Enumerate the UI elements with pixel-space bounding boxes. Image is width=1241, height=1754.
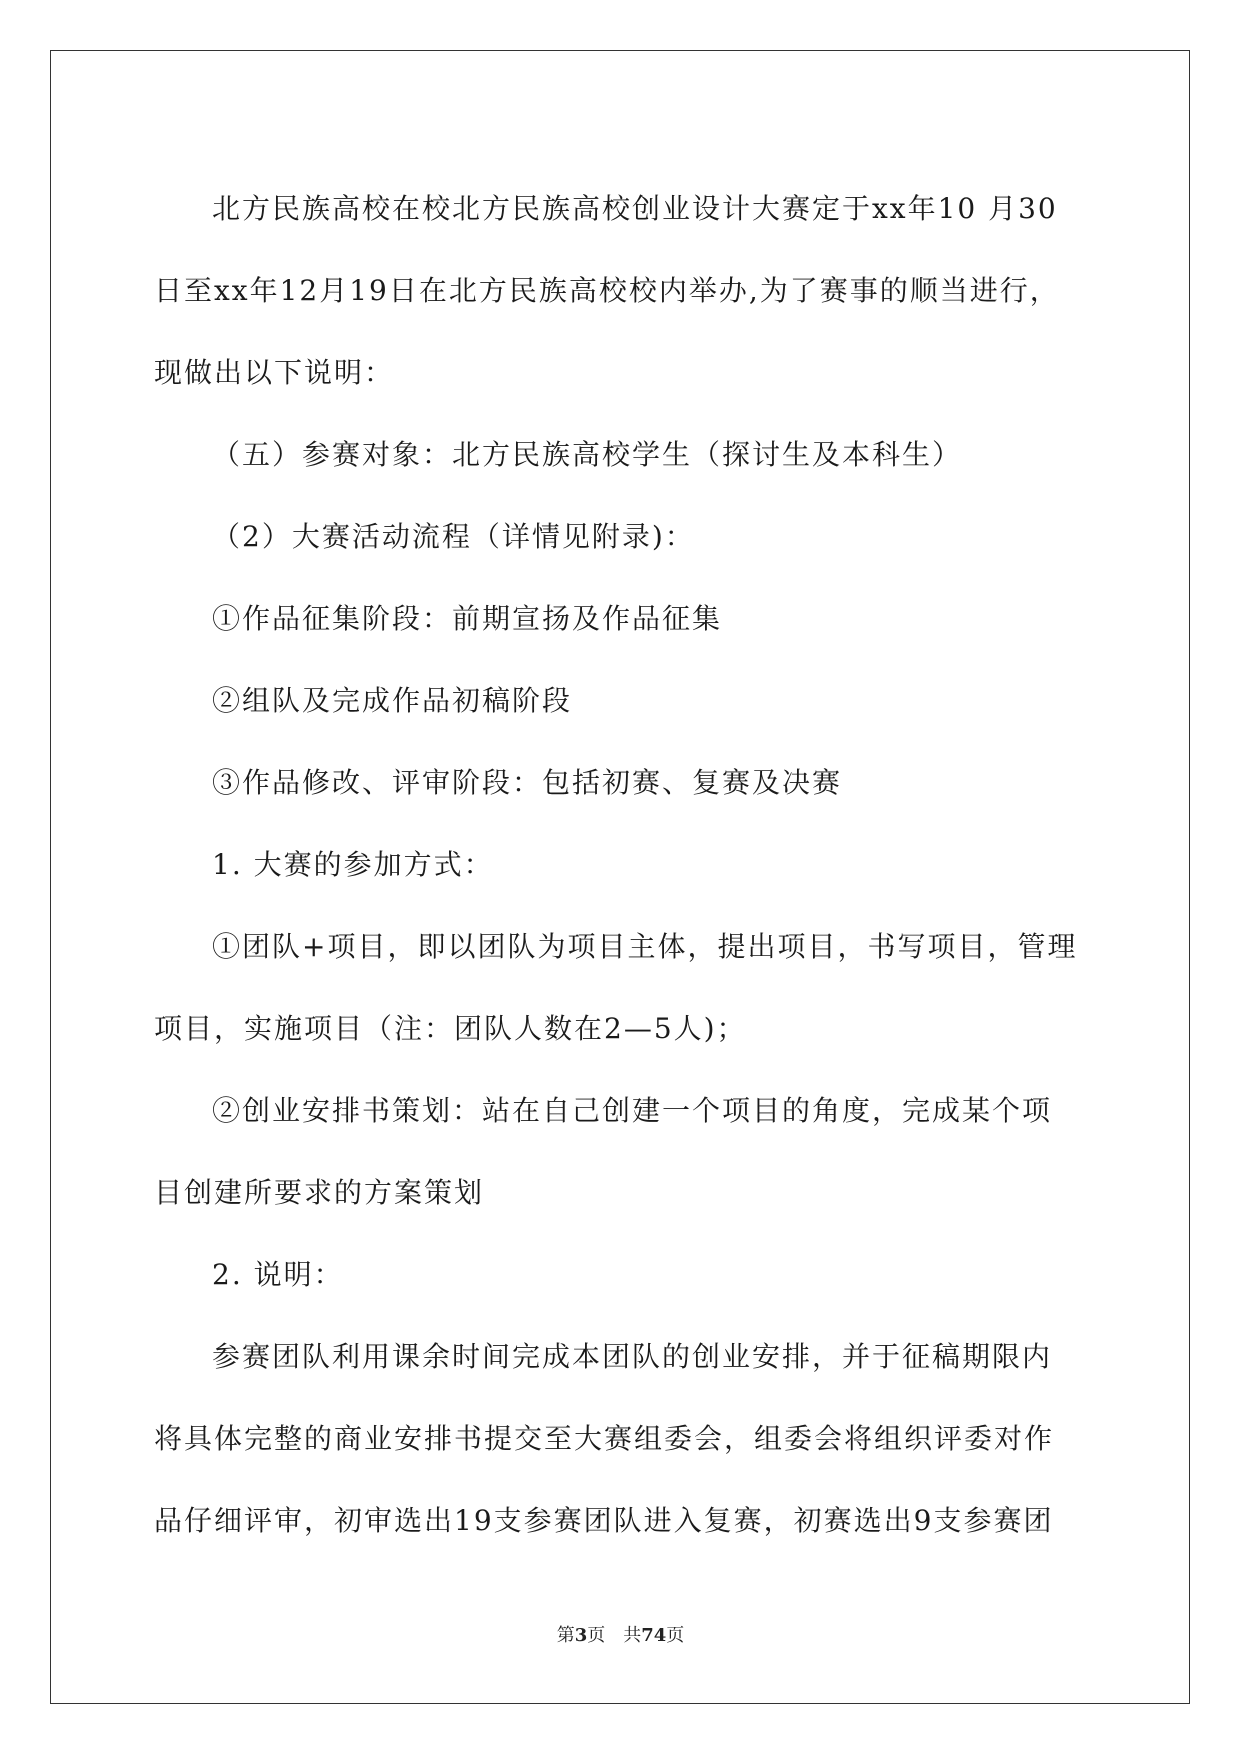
list-item: ①作品征集阶段：前期宣扬及作品征集 <box>212 602 723 635</box>
page-number: 3 <box>574 1625 588 1646</box>
section-heading: （2）大赛活动流程（详情见附录)： <box>212 520 695 553</box>
paragraph-line: 参赛团队利用课余时间完成本团队的创业安排，并于征稿期限内 <box>212 1340 1053 1373</box>
section-heading: （五）参赛对象：北方民族高校学生（探讨生及本科生） <box>212 438 963 471</box>
section-heading: 1. 大赛的参加方式： <box>212 848 494 881</box>
page-total: 74 <box>641 1625 667 1646</box>
page-prefix: 第 <box>556 1625 575 1646</box>
paragraph-line: 品仔细评审，初审选出19支参赛团队进入复赛，初赛选出9支参赛团 <box>154 1504 1054 1537</box>
paragraph-line: 日至xx年12月19日在北方民族高校校内举办,为了赛事的顺当进行， <box>154 274 1060 307</box>
paragraph-line: 将具体完整的商业安排书提交至大赛组委会，组委会将组织评委对作 <box>154 1422 1055 1455</box>
paragraph-line: 北方民族高校在校北方民族高校创业设计大赛定于xx年10 月30 <box>212 192 1058 225</box>
list-item: ①团队+项目，即以团队为项目主体，提出项目，书写项目，管理 <box>212 930 1078 963</box>
list-item: ②创业安排书策划：站在自己创建一个项目的角度，完成某个项 <box>212 1094 1053 1127</box>
paragraph-line: 现做出以下说明： <box>154 356 395 389</box>
page-suffix: 页 <box>587 1625 606 1646</box>
list-item: ②组队及完成作品初稿阶段 <box>212 684 573 717</box>
list-item: ③作品修改、评审阶段：包括初赛、复赛及决赛 <box>212 766 843 799</box>
total-suffix: 页 <box>666 1625 685 1646</box>
paragraph-line: 项目，实施项目（注：团队人数在2—5人)； <box>154 1012 747 1045</box>
total-prefix: 共 <box>623 1625 642 1646</box>
document-body <box>154 168 1094 1562</box>
page-footer <box>0 1624 1241 1648</box>
section-heading: 2. 说明： <box>212 1258 344 1291</box>
paragraph-line: 目创建所要求的方案策划 <box>154 1176 485 1209</box>
